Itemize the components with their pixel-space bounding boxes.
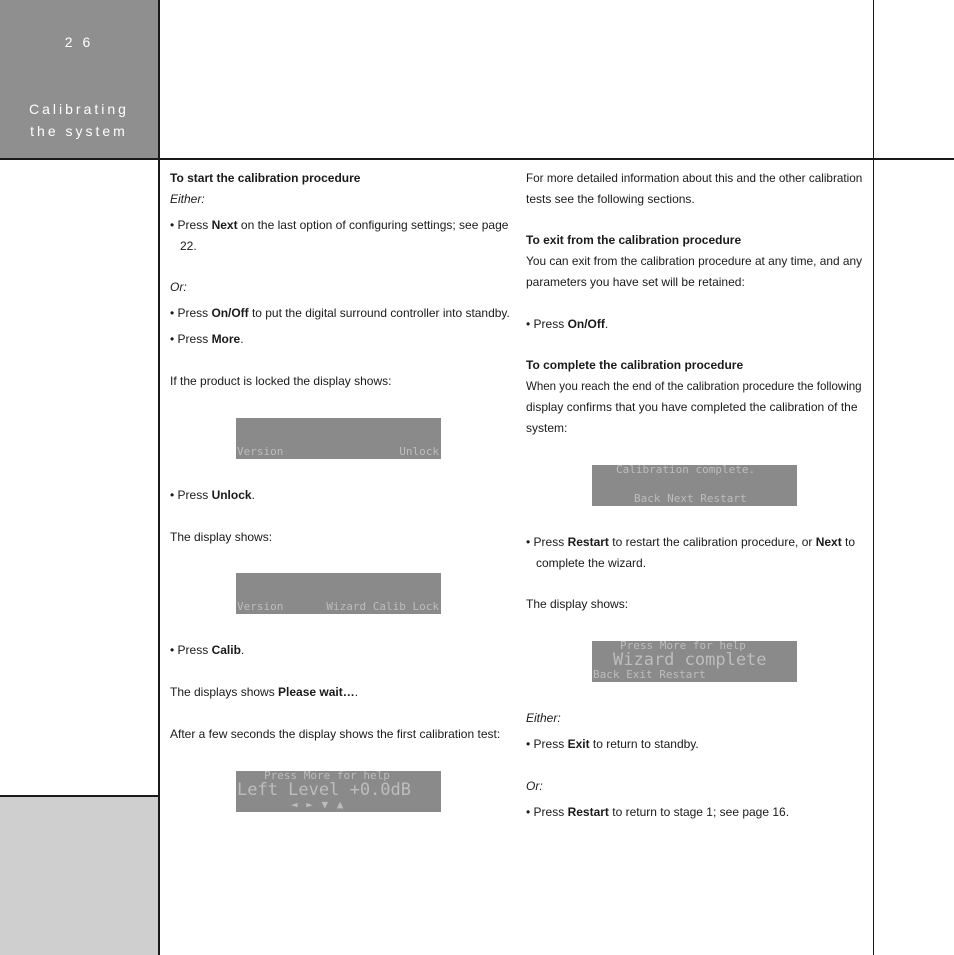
display-first-test-level: Left Level +0.0dB xyxy=(237,780,411,800)
display-complete-title: Calibration complete. xyxy=(616,465,756,476)
display-first-test-arrows: ◄ ► ▼ ▲ xyxy=(291,798,345,811)
display-first-test xyxy=(236,771,441,812)
complete-line-3: system: xyxy=(526,421,568,435)
display-complete-options: Back Next Restart xyxy=(634,492,747,505)
display-menu-right: Wizard Calib Lock xyxy=(326,600,439,613)
bullet-press-restart-or-next: • Press Restart to restart the calibration procedure, or Next to xyxy=(526,535,856,549)
right-divider xyxy=(873,0,874,955)
page-number: 2 6 xyxy=(64,34,94,50)
bullet-press-next: • Press Next on the last option of configuring settings; see page xyxy=(170,218,509,232)
or-label: Or: xyxy=(170,280,187,294)
heading-exit-calibration: To exit from the calibration procedure xyxy=(526,233,742,247)
display-wizard-title: Wizard complete xyxy=(613,650,767,670)
bullet-press-calib: • Press Calib. xyxy=(170,643,245,657)
section-title-line-1: Calibrating xyxy=(29,101,129,117)
or-label-right: Or: xyxy=(526,779,543,793)
locked-text: If the product is locked the display shows: xyxy=(170,374,392,388)
display-menu-left: Version xyxy=(237,600,284,613)
display-locked-right: Unlock xyxy=(399,445,439,458)
bullet-press-restart-cont: complete the wizard. xyxy=(536,556,647,570)
please-wait-text: The displays shows Please wait…. xyxy=(170,685,359,699)
bullet-press-exit: • Press Exit to return to standby. xyxy=(526,737,699,751)
after-seconds-text: After a few seconds the display shows the first calibration test: xyxy=(170,727,501,741)
left-divider xyxy=(158,0,160,955)
bullet-press-onoff: • Press On/Off to put the digital surround controller into standby. xyxy=(170,306,510,320)
bullet-press-onoff-exit: • Press On/Off. xyxy=(526,317,609,331)
heading-complete-calibration: To complete the calibration procedure xyxy=(526,358,744,372)
bullet-press-next-cont: 22. xyxy=(180,239,197,253)
display-locked xyxy=(236,418,441,459)
display-wizard-hint: Press More for help xyxy=(620,641,746,652)
header-rule xyxy=(0,158,954,160)
intro-line-1: For more detailed information about this and the other calibration xyxy=(526,171,863,185)
display-first-test-hint: Press More for help xyxy=(264,771,390,782)
heading-start-calibration: To start the calibration procedure xyxy=(170,171,361,185)
bullet-press-more: • Press More. xyxy=(170,332,244,346)
exit-line-1: You can exit from the calibration procedure at any time, and any xyxy=(526,254,863,268)
bullet-press-unlock: • Press Unlock. xyxy=(170,488,255,502)
display-shows-text-right: The display shows: xyxy=(526,597,629,611)
complete-line-2: display confirms that you have completed the calibration of the xyxy=(526,400,858,414)
display-calibration-complete xyxy=(592,465,797,506)
intro-line-2: tests see the following sections. xyxy=(526,192,695,206)
section-title xyxy=(0,98,158,142)
section-title-line-2: the system xyxy=(30,123,128,139)
bullet-press-restart-stage1: • Press Restart to return to stage 1; see page 16. xyxy=(526,805,790,819)
display-wizard-complete xyxy=(592,641,797,682)
exit-line-2: parameters you have set will be retained: xyxy=(526,275,745,289)
either-label-right: Either: xyxy=(526,711,561,725)
either-label: Either: xyxy=(170,192,205,206)
display-wizard-options: Back Exit Restart xyxy=(593,668,706,681)
display-locked-left: Version xyxy=(237,445,284,458)
complete-line-1: When you reach the end of the calibration procedure the following xyxy=(526,379,862,393)
display-shows-text: The display shows: xyxy=(170,530,273,544)
display-menu xyxy=(236,573,441,614)
sidebar-footer-block xyxy=(0,795,158,955)
